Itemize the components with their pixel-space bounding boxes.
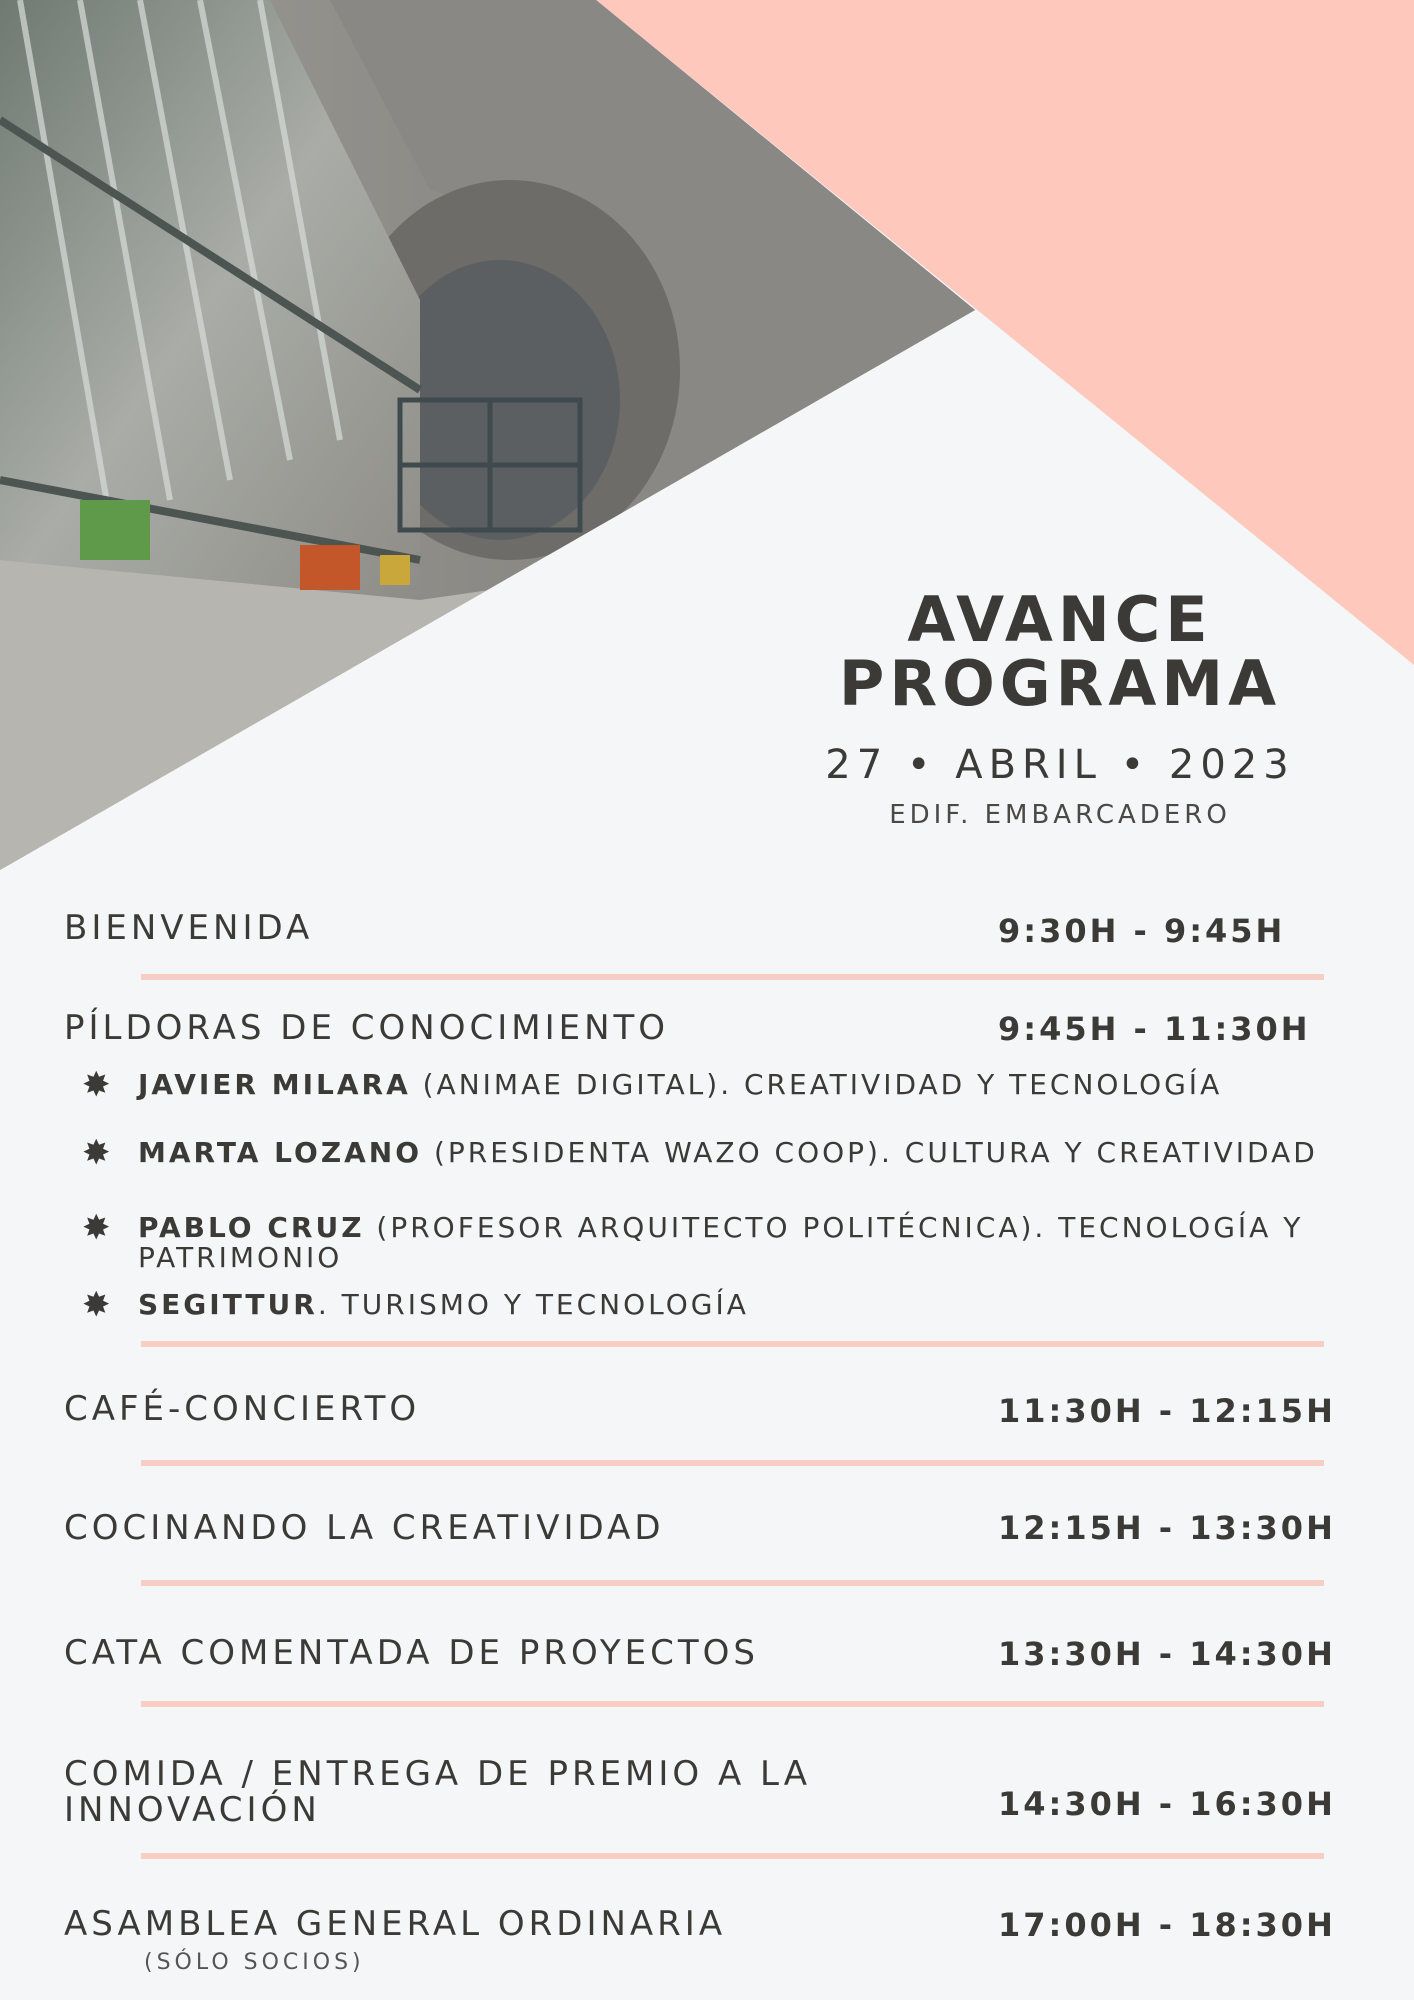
program-header (790, 583, 1330, 830)
event-date: 27 • ABRIL • 2023 (825, 742, 1295, 788)
title-line-2: PROGRAMA (838, 647, 1282, 720)
separator (141, 1701, 1324, 1707)
asterisk-bullet-icon: ✸ (82, 1208, 114, 1248)
item-bienvenida-time: 9:30H - 9:45H (998, 912, 1286, 950)
speaker-name: JAVIER MILARA (138, 1068, 411, 1101)
speaker-item (82, 1208, 1392, 1274)
speaker-item (82, 1285, 1392, 1325)
speaker-item (82, 1133, 1392, 1173)
title-line-1: AVANCE (907, 583, 1213, 656)
item-comida-label-line-2: INNOVACIÓN (64, 1790, 321, 1830)
item-asamblea-label: ASAMBLEA GENERAL ORDINARIA (64, 1904, 727, 1944)
speaker-detail: (ANIMAE DIGITAL). CREATIVIDAD Y TECNOLOGÍA (410, 1068, 1223, 1101)
separator (141, 1341, 1324, 1347)
asterisk-bullet-icon: ✸ (82, 1065, 114, 1105)
asterisk-bullet-icon: ✸ (82, 1285, 114, 1325)
event-venue: EDIF. EMBARCADERO (889, 800, 1231, 830)
speaker-item (82, 1065, 1392, 1105)
separator (141, 1853, 1324, 1859)
speaker-detail: (PRESIDENTA WAZO COOP). CULTURA Y CREATIVIDAD (422, 1136, 1318, 1169)
separator (141, 1580, 1324, 1586)
item-cata-label: CATA COMENTADA DE PROYECTOS (64, 1633, 759, 1673)
speaker-detail: (PROFESOR ARQUITECTO POLITÉCNICA). TECNOLOGÍA Y PATRIMONIO (138, 1211, 1304, 1274)
separator (141, 1460, 1324, 1466)
speaker-name: SEGITTUR (138, 1288, 318, 1321)
asterisk-bullet-icon: ✸ (82, 1133, 114, 1173)
item-bienvenida-label: BIENVENIDA (64, 908, 314, 948)
item-cafe-label: CAFÉ-CONCIERTO (64, 1389, 421, 1429)
item-asamblea-note: (SÓLO SOCIOS) (144, 1950, 365, 1975)
speaker-name: MARTA LOZANO (138, 1136, 423, 1169)
item-cata-time: 13:30H - 14:30H (998, 1635, 1336, 1673)
item-cocinando-time: 12:15H - 13:30H (998, 1509, 1336, 1547)
item-cocinando-label: COCINANDO LA CREATIVIDAD (64, 1508, 665, 1548)
item-pildoras-label: PÍLDORAS DE CONOCIMIENTO (64, 1008, 670, 1048)
item-comida-time: 14:30H - 16:30H (998, 1785, 1336, 1823)
item-cafe-time: 11:30H - 12:15H (998, 1392, 1336, 1430)
separator (141, 974, 1324, 980)
speaker-name: PABLO CRUZ (138, 1211, 365, 1244)
item-comida-label-line-1: COMIDA / ENTREGA DE PREMIO A LA (64, 1754, 812, 1794)
speaker-detail: . TURISMO Y TECNOLOGÍA (317, 1288, 749, 1321)
item-asamblea-time: 17:00H - 18:30H (998, 1906, 1336, 1944)
item-pildoras-time: 9:45H - 11:30H (998, 1010, 1311, 1048)
